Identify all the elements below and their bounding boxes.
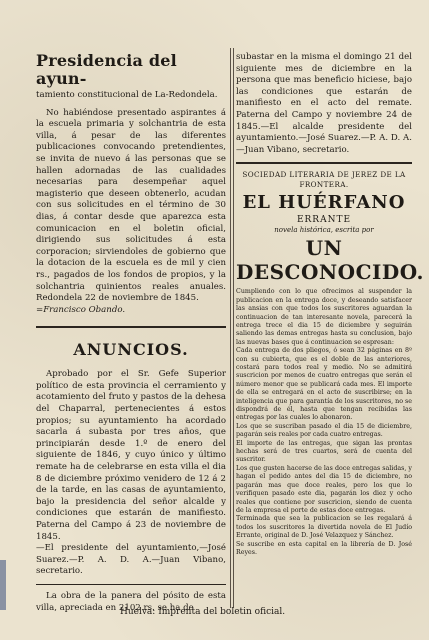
anuncios-signature: —El presidente del ayuntamiento,—José Suarez.—P. A. D. A.—Juan Vibano, secretario. (36, 543, 226, 577)
society-p1: Cumpliendo con lo que ofrecimos al suspender la publicacion en la entrega doce, y deseando satisfacer las ansias con que todos los suscritores aguardan la continuacion de tan interesante novela, parecerá la entrega trece el dia 15 de diciembre y seguirán saliendo las demas entregas hasta su conclusion, bajo las nuevas bases que á continuacion se espresan: (236, 288, 412, 346)
society-p5: Los que gusten hacerse de las doce entregas salidas, y hagan el pedido antes del dia 15 de diciembre, no pagarán mas que doce reales, pero los que lo verifiquen pasado este dia, pagarán los diez y ocho reales que contiene por suscricion, siendo de cuenta de la empresa el porte de estas doce entregas. (236, 464, 412, 514)
column-rule (233, 48, 234, 608)
presidencia-signature: =Francisco Obando. (36, 304, 126, 315)
presidencia-heading: Presidencia del ayun- (36, 51, 177, 88)
society-p7: Se suscribe en esta capital en la librería de D. José Reyes. (236, 540, 412, 556)
right-column (236, 52, 424, 557)
subasta-continuation: subastar en la misma el domingo 21 del siguiente mes de diciembre en la persona que mas beneficio hiciese, bajo las condiciones que estarán de manifiesto en el acto del remate. Paterna del Campo y noviembre 24 de 1845.—El alcalde presidente del ayuntamiento.—José Suarez.—P. A. D. A.—Juan Vibano, secretario. (236, 52, 412, 155)
society-p2: Cada entrega de dos pliegos, ó sean 32 páginas en 8º con su cubierta, que es el doble de las anteriores, costará para todos real y medio. No se admitirá suscricion por menos de cuatro entregas que serán el número menor que se publicará cada mes. El importe de ella se entregará en el acto de suscribirse; en la inteligencia que para garantía de los suscritores, no se dispondrá de él, hasta que tengan recibidas las entregas por las cuales lo abonaron. (236, 347, 412, 422)
library-stamp-mark (0, 560, 6, 610)
book-author: UN DESCONOCIDO. (236, 236, 424, 285)
society-p4: El importe de las entregas, que sigan las prontas hechas será de tres cuartos, será de cuenta del suscritor. (236, 439, 412, 464)
society-ad (236, 170, 424, 285)
column-rule (230, 48, 231, 608)
book-subtitle: ERRANTE (296, 215, 352, 226)
anuncios-body: Aprobado por el Sr. Gefe Superior político de esta provincia el cerramiento y acotamiento del fruto y pastos de la dehesa del Chaparral, pertenecientes á estos propios; su ayuntamiento ha acordado sacarla á subasta por tres años, que principiarán desde 1.º de enero del siguiente de 1846, y cuyo único y último remate ha de celebrarse en esta villa el dia 8 de diciembre próximo venidero de 12 á 2 de la tarde, en las casas de ayuntamiento, bajo la presidencia del señor alcalde y condiciones que estarán de manifiesto. Paterna del Campo á 23 de noviembre de 1845. (36, 369, 226, 542)
society-name: SOCIEDAD LITERARIA DE JEREZ DE LA FRONTERA. (242, 170, 406, 190)
left-column (36, 52, 226, 614)
presidencia-subheading: tamiento constitucional de La-Redondela. (36, 90, 218, 100)
anuncios-section (36, 326, 226, 585)
anuncios-heading: ANUNCIOS. (73, 340, 189, 360)
printer-footer: Huelva: Imprenta del boletin oficial. (120, 607, 286, 617)
section-rule (236, 162, 412, 164)
book-title: EL HUÉRFANO (242, 192, 406, 214)
society-p6: Terminada que sea la publicacion se les regalará á todos los suscritores la divertida novela de El Judío Errante, original de D. José Velazquez y Sánchez. (236, 515, 412, 540)
presidencia-body: No habiéndose presentado aspirantes á la escuela primaria y solchantria de esta villa, á pesar de las diferentes publicaciones convocando pretendientes, se invita de nuevo á las personas que se hallen adornadas de las cualidades necesarias para desempeñar aquel magisterio que deseen obtenerlo, acudan con sus solicitudes en el término de 30 dias, á contar desde que aparezca esta comunicacion en el boletin oficial, dirigiendo sus solicitudes á esta corporacion; sirviendoles de gobierno que la dotacion de la escuela es de mil y cien rs., pagados de los fondos de propios, y la solchantria quinientos reales anuales. Redondela 22 de noviembre de 1845. (36, 107, 226, 304)
society-p3: Los que se suscriban pasado el dia 15 de diciembre, pagarán seis reales por cada cuatro entregas. (236, 422, 412, 439)
panera-notice: La obra de la panera del pósito de esta villa, apreciada en 2102 rs. se ha de (36, 590, 226, 613)
book-novela-line: novela histórica, escrita por (274, 226, 374, 235)
